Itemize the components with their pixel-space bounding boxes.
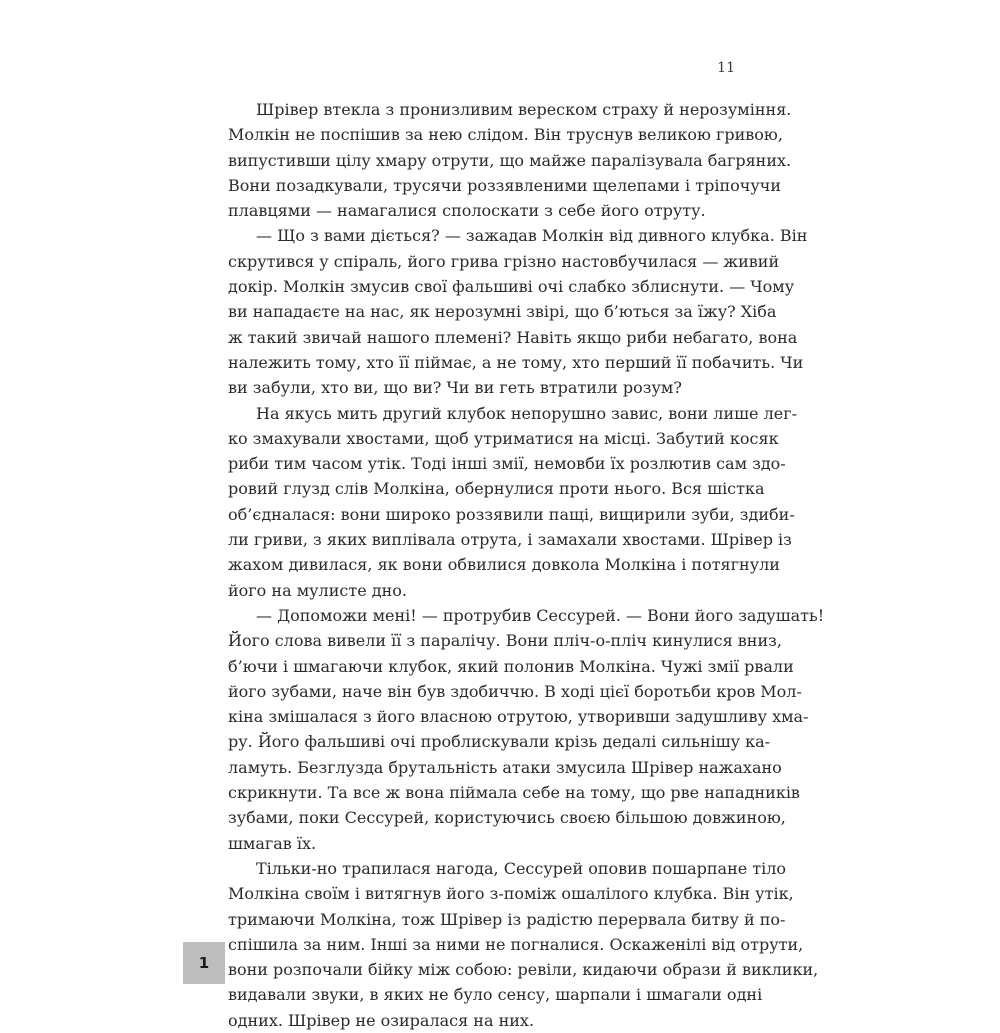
text-line: вони розпочали бійку між собою: ревіли, кидаючи образи й виклики, bbox=[228, 960, 819, 980]
text-line: ви нападаєте на нас, як нерозумні звірі, що б’ються за їжу? Хіба bbox=[228, 302, 777, 322]
text-line: ко змахували хвостами, щоб утриматися на місці. Забутий косяк bbox=[228, 428, 779, 448]
text-line: ж такий звичай нашого племені? Навіть якщо риби небагато, вона bbox=[228, 327, 798, 347]
text-line: кіна змішалася з його власною отрутою, утворивши задушливу хма- bbox=[228, 707, 809, 727]
text-line: спішила за ним. Інші за ними не погналися. Оскаженілі від отрути, bbox=[228, 934, 804, 954]
text-line: докір. Молкін змусив свої фальшиві очі слабко зблиснути. — Чому bbox=[228, 277, 795, 297]
text-line: ви забули, хто ви, що ви? Чи ви геть втратили розум? bbox=[228, 378, 682, 398]
chapter-tab: 1 bbox=[183, 942, 225, 984]
text-line: Молкін не поспішив за нею слідом. Він труснув великою гривою, bbox=[228, 125, 783, 145]
text-line: його на мулисте дно. bbox=[228, 580, 407, 600]
text-line: жахом дивилася, як вони обвилися довкола Молкіна і потягнули bbox=[228, 555, 780, 575]
text-line: ру. Його фальшиві очі проблискували крізь дедалі сильнішу ка- bbox=[228, 732, 771, 752]
text-line: одних. Шрівер не озиралася на них. bbox=[228, 1010, 535, 1030]
text-line: Вони позадкували, трусячи роззявленими щелепами і тріпочучи bbox=[228, 175, 781, 195]
body-text bbox=[228, 97, 825, 1033]
text-line: ли гриви, з яких виплівала отрута, і замахали хвостами. Шрівер із bbox=[228, 530, 792, 550]
text-line: скрикнути. Та все ж вона піймала себе на тому, що рве нападників bbox=[228, 783, 800, 803]
text-line: належить тому, хто її піймає, а не тому, хто перший її побачить. Чи bbox=[228, 352, 804, 372]
text-line: його зубами, наче він був здобиччю. В ході цієї боротьби кров Мол- bbox=[228, 681, 802, 701]
text-line: б’ючи і шмагаючи клубок, який полонив Молкіна. Чужі змії рвали bbox=[228, 656, 794, 676]
text-line: — Допоможи мені! — протрубив Сессурей. — Вони його задушать! bbox=[256, 605, 825, 625]
text-line: зубами, поки Сессурей, користуючись своєю більшою довжиною, bbox=[228, 808, 786, 828]
text-line: На якусь мить другий клубок непорушно завис, вони лише лег- bbox=[256, 403, 797, 423]
text-line: тримаючи Молкіна, тож Шрівер із радістю перервала битву й по- bbox=[228, 909, 786, 929]
text-line: ровий глузд слів Молкіна, обернулися проти нього. Вся шістка bbox=[228, 479, 765, 499]
text-line: Шрівер втекла з пронизливим вереском страху й нерозуміння. bbox=[256, 100, 792, 119]
page-number: 11 bbox=[717, 60, 735, 76]
text-line: шмагав їх. bbox=[228, 833, 317, 853]
text-line: ламуть. Безглузда брутальність атаки змусила Шрівер нажахано bbox=[228, 757, 782, 777]
text-line: об’єдналася: вони широко роззявили пащі, вищирили зуби, здиби- bbox=[228, 504, 795, 524]
text-line: риби тим часом утік. Тоді інші змії, немовби їх розлютив сам здо- bbox=[228, 454, 786, 474]
text-line: випустивши цілу хмару отрути, що майже паралізувала багряних. bbox=[228, 150, 792, 170]
text-line: Його слова вивели її з паралічу. Вони пліч-о-пліч кинулися вниз, bbox=[228, 631, 782, 651]
text-line: скрутився у спіраль, його грива грізно настовбучилася — живий bbox=[228, 251, 780, 271]
text-line: плавцями — намагалися сполоскати з себе його отруту. bbox=[228, 201, 706, 221]
text-line: — Що з вами діється? — зажадав Молкін від дивного клубка. Він bbox=[256, 226, 808, 246]
text-line: Молкіна своїм і витягнув його з-поміж ошалілого клубка. Він утік, bbox=[228, 884, 794, 904]
text-line: Тільки-но трапилася нагода, Сессурей оповив пошарпане тіло bbox=[256, 858, 787, 878]
text-line: видавали звуки, в яких не було сенсу, шарпали і шмагали одні bbox=[228, 985, 763, 1005]
